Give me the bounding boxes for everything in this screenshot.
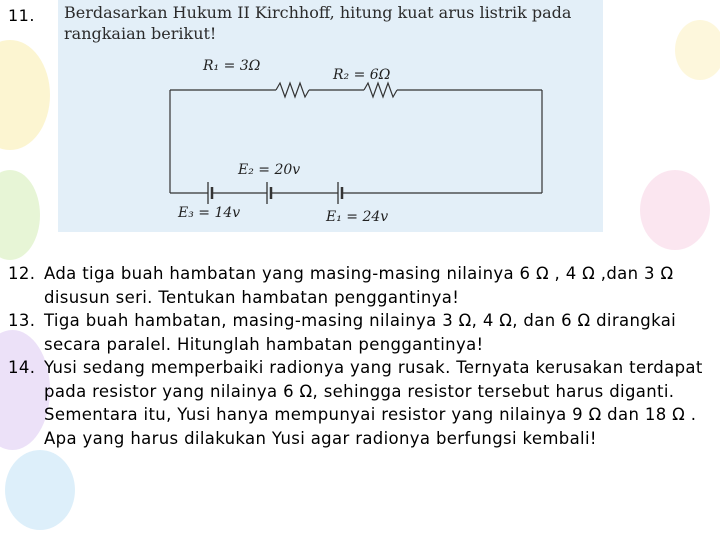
question-12-number: 12. [8, 264, 36, 283]
decor-blob-yellow [0, 40, 50, 150]
decor-blob-yellow-right [675, 20, 720, 80]
question-list [8, 262, 708, 450]
resistor-r2-zigzag [364, 83, 397, 97]
label-r2: R₂ = 6Ω [333, 67, 391, 83]
circuit-figure [58, 0, 603, 232]
label-e1: E₁ = 24v [326, 209, 389, 225]
question-11-text-line1: Berdasarkan Hukum II Kirchhoff, hitung kuat arus listrik pada [64, 3, 572, 22]
decor-blob-blue [5, 450, 75, 530]
question-11-number: 11. [8, 6, 35, 25]
question-14-text: Yusi sedang memperbaiki radionya yang rusak. Ternyata kerusakan terdapat pada resistor yang nilainya 6 Ω, sehingga resistor tersebut harus diganti. Sementara itu, Yusi hanya mempunyai resistor yang nilainya 9 Ω dan 18 Ω . Apa yang harus dilakukan Yusi agar radionya berfungsi kembali! [44, 358, 703, 448]
decor-blob-green [0, 170, 40, 260]
question-12 [8, 262, 708, 309]
label-r1: R₁ = 3Ω [203, 58, 261, 74]
question-12-text: Ada tiga buah hambatan yang masing-masing nilainya 6 Ω , 4 Ω ,dan 3 Ω disusun seri. Tentukan hambatan penggantinya! [44, 264, 674, 307]
question-13-number: 13. [8, 311, 36, 330]
circuit-diagram [58, 0, 603, 232]
resistor-r1-zigzag [276, 83, 309, 97]
question-14 [8, 356, 708, 450]
label-e3: E₃ = 14v [178, 205, 241, 221]
question-13 [8, 309, 708, 356]
question-11-text-line2: rangkaian berikut! [64, 24, 217, 43]
decor-blob-pink [640, 170, 710, 250]
question-13-text: Tiga buah hambatan, masing-masing nilainya 3 Ω, 4 Ω, dan 6 Ω dirangkai secara paralel. Hitunglah hambatan penggantinya! [44, 311, 677, 354]
label-e2: E₂ = 20v [238, 162, 301, 178]
question-14-number: 14. [8, 358, 36, 377]
